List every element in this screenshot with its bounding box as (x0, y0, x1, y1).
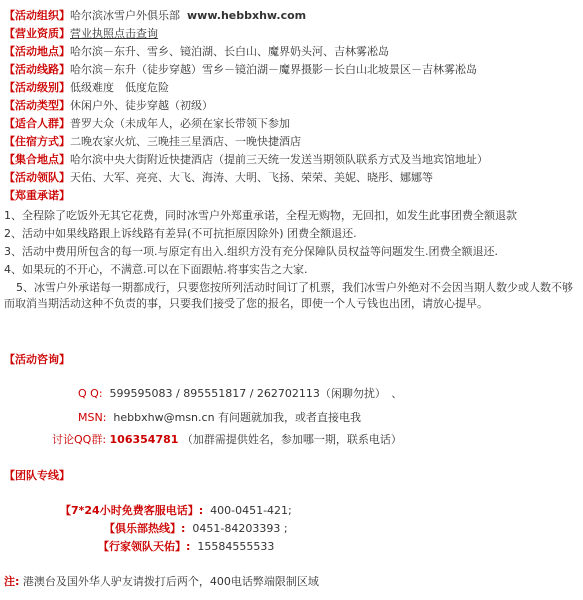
info-value: 哈尔滨－东升（徒步穿越）雪乡－镜泊湖－魔界摄影－长白山北坡景区－吉林雾凇岛 (70, 63, 477, 76)
info-row-promise (4, 188, 70, 204)
consult-title: 【活动咨询】 (4, 353, 70, 366)
info-label: 【活动领队】 (4, 171, 70, 184)
hotline-title: 【团队专线】 (4, 469, 70, 482)
info-row-meeting (4, 152, 488, 168)
promise-item: 3、活动中费用所包含的每一项.与原定有出入.组织方没有充分保障队员权益等问题发生.团费全额退还. (4, 245, 498, 258)
promise-item: 5、冰雪户外承诺每一期都成行，只要您按所列活动时间订了机票，我们冰雪户外绝对不会因当期人数少或人数不够而取消当期活动这种不负责的事，只要我们接受了您的报名，即使一个人亏钱也出团，请放心提早。 (4, 281, 573, 310)
info-value: 哈尔滨中央大街附近快捷酒店（提前三天统一发送当期领队联系方式及当地宾馆地址） (70, 153, 488, 166)
info-label: 【活动类型】 (4, 99, 70, 112)
qq-group-note: （加群需提供姓名，参加哪一期，联系电话） (181, 433, 402, 446)
info-row-location (4, 44, 389, 60)
qq-label: Q Q: (78, 387, 103, 400)
qq-group-row (52, 432, 402, 448)
msn-label: MSN: (78, 411, 107, 424)
promise-item: 1、全程除了吃饭外无其它花费，同时冰雪户外郑重承诺，全程无购物，无回扣，如发生此事团费全额退款 (4, 209, 517, 222)
license-link[interactable]: 营业执照点击查询 (70, 27, 158, 40)
hotline-leader (98, 539, 274, 555)
hotline-value: 400-0451-421; (210, 504, 292, 517)
info-row-organizer (4, 8, 306, 24)
info-label: 【营业资质】 (4, 27, 70, 40)
note-label: 注: (4, 575, 20, 588)
info-row-leaders (4, 170, 433, 186)
qq-group-value: 106354781 (109, 433, 179, 446)
info-value: 休闲户外、徒步穿越（初级） (70, 99, 213, 112)
info-row-type (4, 98, 213, 114)
info-row-lodging (4, 134, 301, 150)
info-value: 哈尔滨冰雪户外俱乐部 (70, 9, 180, 22)
info-row-qualification (4, 26, 158, 42)
info-label: 【活动组织】 (4, 9, 70, 22)
info-row-route (4, 62, 477, 78)
info-label: 【活动线路】 (4, 63, 70, 76)
info-value: 普罗大众（未成年人，必须在家长带领下参加 (70, 117, 290, 130)
info-label: 【活动地点】 (4, 45, 70, 58)
info-row-audience (4, 116, 290, 132)
note-text: 港澳台及国外华人驴友请拨打后两个，400电话弊端限制区域 (22, 575, 319, 588)
qq-row (78, 386, 402, 402)
info-value: 低级难度 低度危险 (70, 81, 169, 94)
promise-item: 4、如果玩的不开心，不满意.可以在下面跟帖.将事实告之大家. (4, 263, 308, 276)
hotline-label: 【行家领队天佑】: (98, 540, 191, 553)
msn-row (78, 410, 361, 426)
info-value: 二晚农家火炕、三晚挂三星酒店、一晚快捷酒店 (70, 135, 301, 148)
hotline-value: 0451-84203393 ; (192, 522, 288, 535)
hotline-label: 【俱乐部热线】: (104, 522, 186, 535)
hotline-service (60, 503, 292, 519)
hotline-label: 【7*24小时免费客服电话】: (60, 504, 204, 517)
info-value: 天佑、大军、亮亮、大飞、海涛、大明、飞扬、荣荣、美妮、晓彤、娜娜等 (70, 171, 433, 184)
info-label: 【活动级别】 (4, 81, 70, 94)
info-label: 【适合人群】 (4, 117, 70, 130)
info-label: 【郑重承诺】 (4, 189, 70, 202)
msn-value[interactable]: hebbxhw@msn.cn (113, 411, 215, 424)
info-label: 【集合地点】 (4, 153, 70, 166)
qq-value: 599595083 / 895551817 / 262702113（闲聊勿扰） 、 (109, 387, 403, 400)
info-value: 哈尔滨－东升、雪乡、镜泊湖、长白山、魔界奶头河、吉林雾凇岛 (70, 45, 389, 58)
info-label: 【住宿方式】 (4, 135, 70, 148)
qq-group-label: 讨论QQ群: (52, 433, 107, 446)
msn-note: 有问题就加我，或者直接电我 (218, 411, 362, 424)
footer-note (4, 574, 319, 590)
website-link[interactable]: www.hebbxhw.com (187, 9, 307, 22)
hotline-club (104, 521, 288, 537)
promise-item: 2、活动中如果线路跟上诉线路有差异(不可抗拒原因除外) 团费全额退还. (4, 227, 357, 240)
hotline-value: 15584555533 (197, 540, 275, 553)
info-row-level (4, 80, 169, 96)
